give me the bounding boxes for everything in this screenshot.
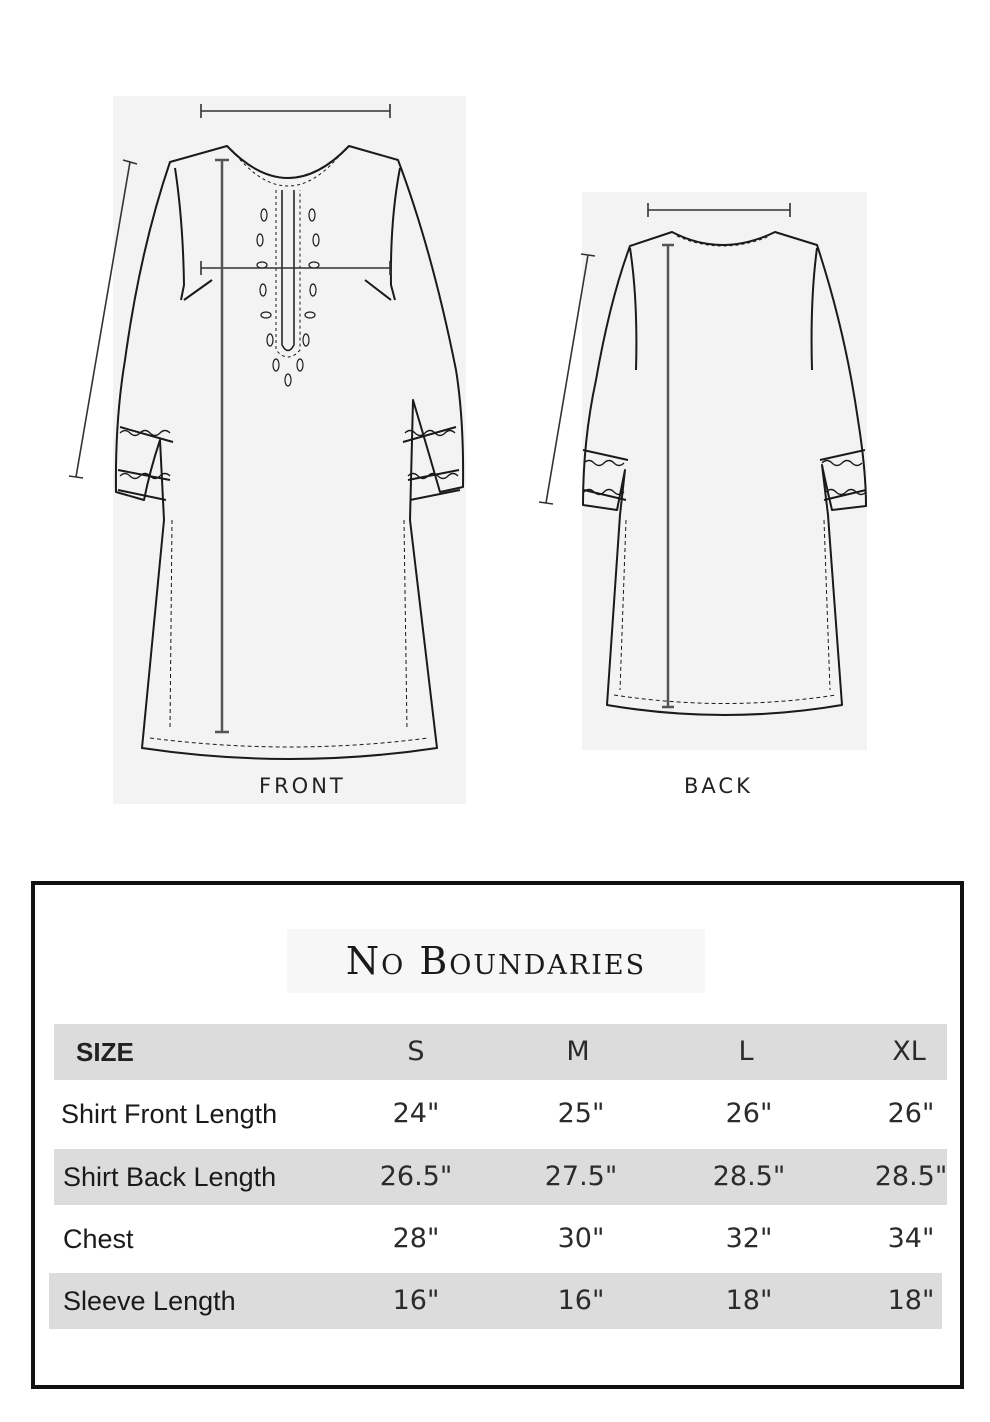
row-label: Shirt Back Length	[63, 1162, 277, 1192]
size-chart	[31, 881, 964, 1389]
back-kurta-outline	[583, 232, 866, 715]
cell-xl: 26"	[887, 1098, 935, 1129]
front-view-label: FRONT	[259, 774, 346, 798]
cell-l: 18"	[725, 1285, 773, 1316]
cell-s: 26.5"	[379, 1161, 453, 1192]
size-header-m: M	[566, 1036, 590, 1067]
row-label: Shirt Front Length	[61, 1099, 278, 1129]
row-label: Sleeve Length	[63, 1286, 236, 1316]
table-row	[54, 1149, 947, 1205]
cell-s: 24"	[392, 1098, 440, 1129]
front-kurta-outline	[116, 146, 463, 759]
table-row	[54, 1086, 947, 1142]
cell-s: 28"	[392, 1223, 440, 1254]
size-header-s: S	[407, 1036, 425, 1067]
cell-m: 30"	[557, 1223, 605, 1254]
back-view-label: BACK	[684, 774, 753, 798]
cell-xl: 18"	[887, 1285, 935, 1316]
cell-l: 32"	[725, 1223, 773, 1254]
table-row	[49, 1273, 942, 1329]
cell-xl: 28.5"	[874, 1161, 948, 1192]
cell-xl: 34"	[887, 1223, 935, 1254]
size-header-row	[54, 1024, 947, 1080]
cell-l: 28.5"	[712, 1161, 786, 1192]
table-row	[54, 1211, 947, 1267]
cell-l: 26"	[725, 1098, 773, 1129]
row-label: Chest	[63, 1224, 134, 1254]
size-header-l: L	[738, 1036, 754, 1067]
size-header-label: SIZE	[76, 1037, 134, 1067]
size-header-xl: XL	[892, 1036, 926, 1067]
cell-m: 25"	[557, 1098, 605, 1129]
cell-m: 16"	[557, 1285, 605, 1316]
brand-title: No Boundaries	[287, 929, 705, 993]
cell-m: 27.5"	[544, 1161, 618, 1192]
cell-s: 16"	[392, 1285, 440, 1316]
